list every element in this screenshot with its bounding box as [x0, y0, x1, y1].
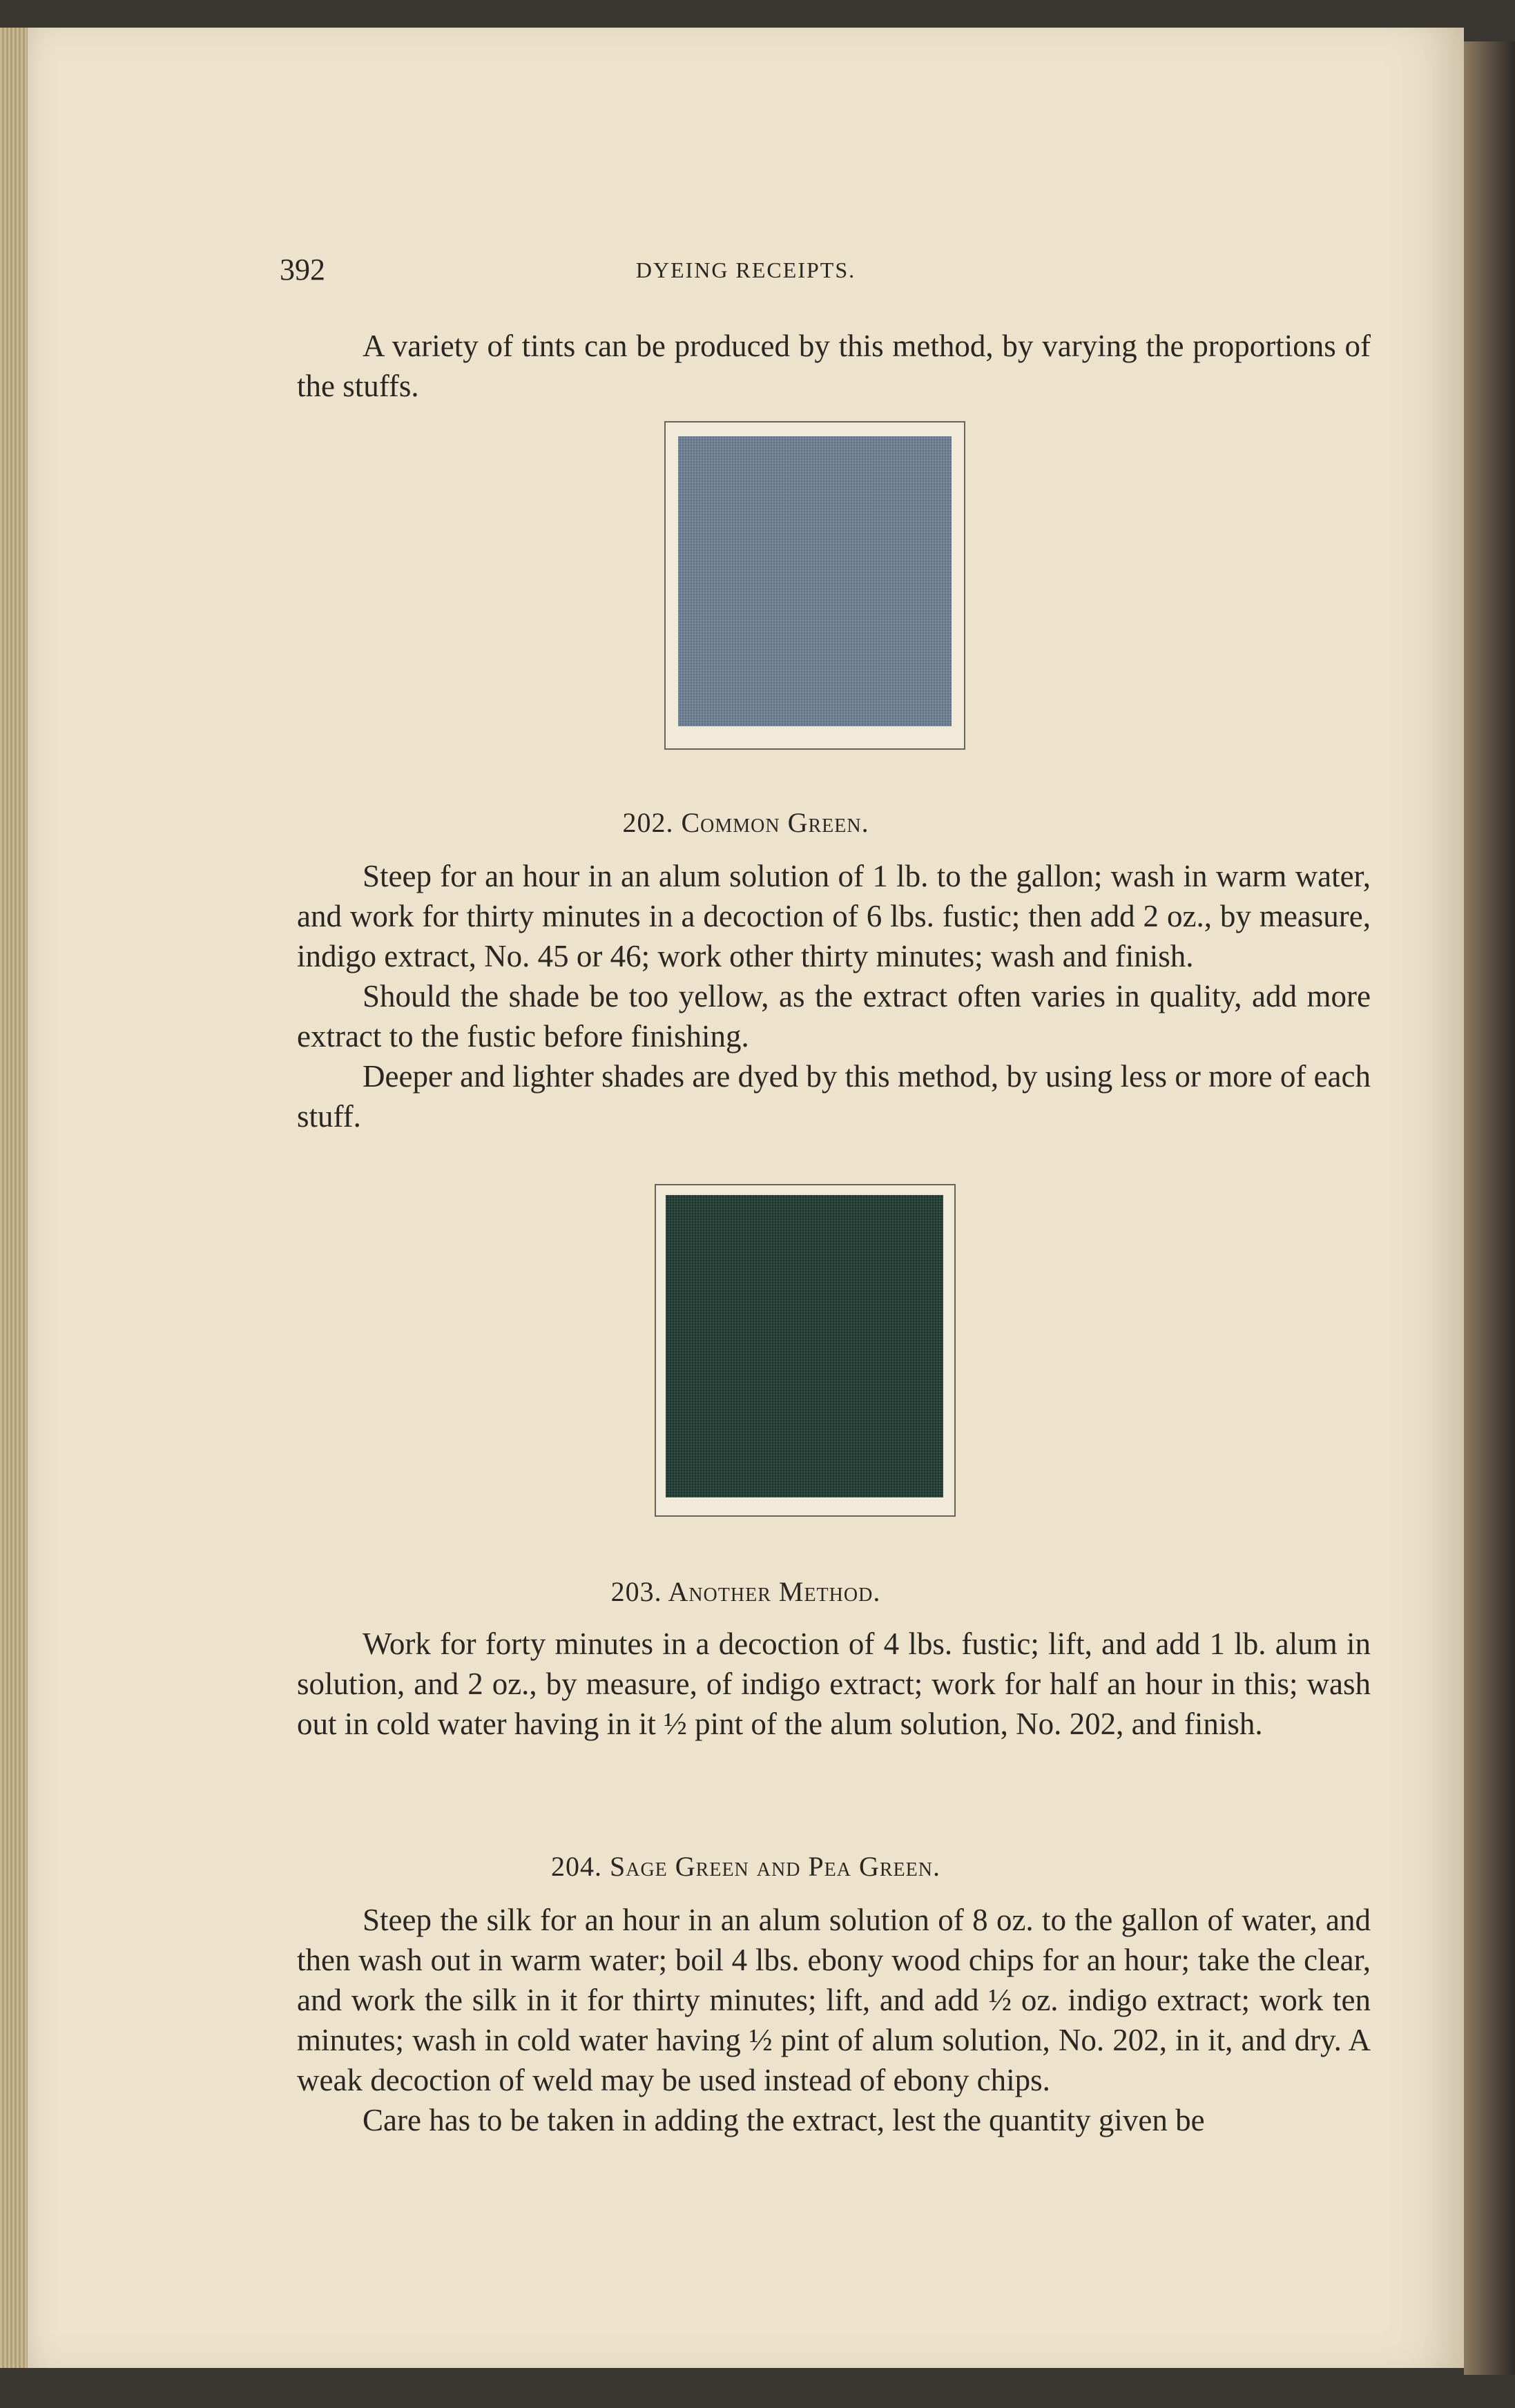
- section-204-para-2: Care has to be taken in adding the extract, lest the quantity given be: [363, 2103, 1205, 2137]
- section-202-body: [297, 856, 1371, 1136]
- running-title: DYEING RECEIPTS.: [635, 258, 856, 282]
- book-gutter: [1464, 41, 1515, 2375]
- section-204-para-1: Steep the silk for an hour in an alum solution of 8 oz. to the gallon of water, and then wash out in warm water; boil 4 lbs. ebony wood chips for an hour; take the clear, and work the silk in it for thirty minutes; lift, and add ½ oz. indigo extract; work ten minutes; wash in cold water having ½ pint of alum solution, No. 202, in it, and dry. A weak decoction of weld may be used instead of ebony chips.: [297, 1903, 1371, 2097]
- section-203-para: Work for forty minutes in a decoction of 4 lbs. fustic; lift, and add 1 lb. alum in solution, and 2 oz., by measure, of indigo extract; work for half an hour in this; wash out in cold water having in it ½ pint of the alum solution, No. 202, and finish.: [297, 1627, 1371, 1741]
- intro-paragraph: [297, 326, 1371, 406]
- page-number: 392: [280, 253, 325, 287]
- section-204-body: [297, 1900, 1371, 2140]
- book-page: [28, 28, 1464, 2368]
- page-edge: [0, 28, 28, 2368]
- section-202-para-2: Should the shade be too yellow, as the extract often varies in quality, add more extract to the fustic before finishing.: [297, 979, 1371, 1054]
- swatch-frame-1: [664, 421, 965, 750]
- section-203-body: [297, 1624, 1371, 1744]
- heading-204: 204. Sage Green and Pea Green.: [550, 1851, 940, 1882]
- swatch-frame-2: [655, 1184, 956, 1517]
- section-202-para-1: Steep for an hour in an alum solution of 1 lb. to the gallon; wash in warm water, and work for thirty minutes in a decoction of 6 lbs. fustic; then add 2 oz., by measure, indigo extract, No. 45 or 46; work other thirty minutes; wash and finish.: [297, 859, 1371, 973]
- fabric-swatch-dark-green: [666, 1195, 943, 1497]
- heading-203: 203. Another Method.: [610, 1576, 881, 1607]
- intro-text: A variety of tints can be produced by this method, by varying the proportions of the stuffs.: [297, 329, 1371, 403]
- running-head: [28, 252, 1464, 293]
- section-202-para-3: Deeper and lighter shades are dyed by this method, by using less or more of each stuff.: [297, 1059, 1371, 1134]
- heading-202: 202. Common Green.: [622, 807, 869, 838]
- fabric-swatch-blue-grey: [678, 436, 952, 726]
